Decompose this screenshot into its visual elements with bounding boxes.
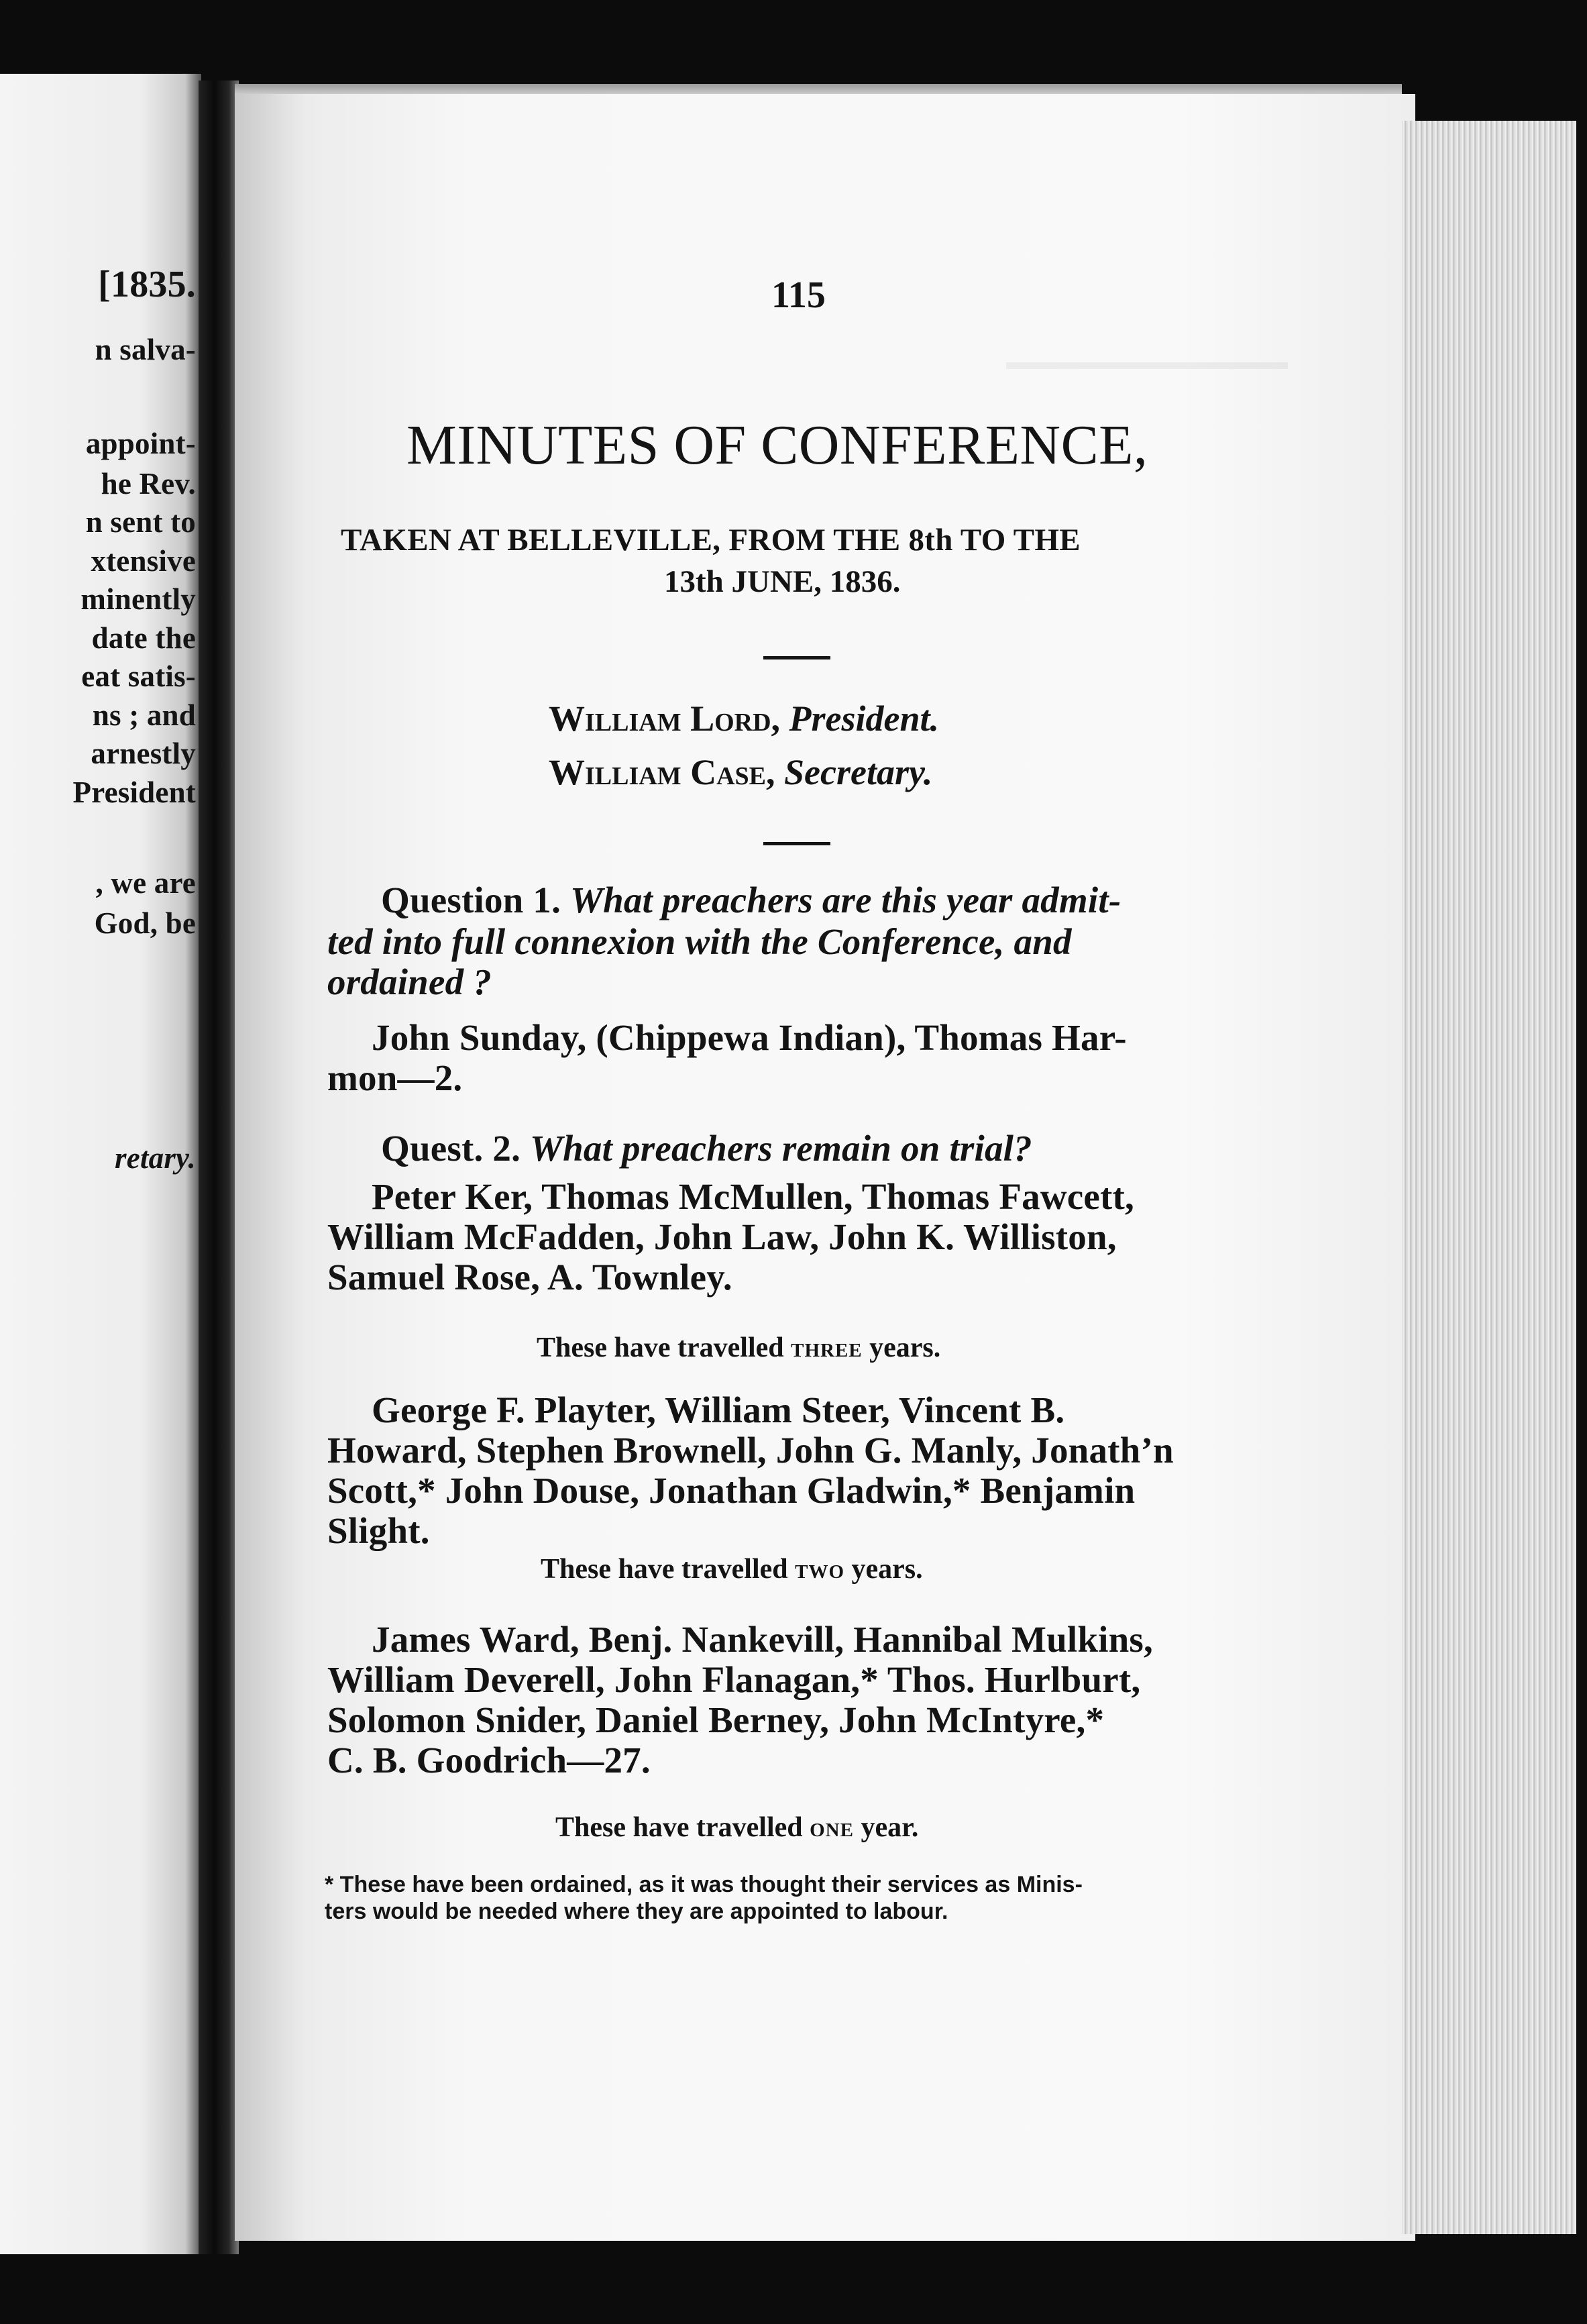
left-page-line: President [72, 776, 196, 809]
left-page-line: God, be [94, 906, 196, 940]
page-title: MINUTES OF CONFERENCE, [406, 414, 1148, 476]
page-number: 115 [771, 274, 826, 316]
left-page-line: ns ; and [92, 698, 196, 732]
subtitle-line-1: TAKEN AT BELLEVILLE, FROM THE 8th TO THE [341, 523, 1081, 558]
names-line: Slight. [327, 1510, 430, 1551]
left-page-line: arnestly [91, 737, 196, 770]
question-2-line [381, 1127, 1032, 1169]
left-page-line: , we are [95, 866, 196, 900]
divider-rule [763, 656, 830, 659]
names-line: Scott,* John Douse, Jonathan Gladwin,* Benjamin [327, 1470, 1136, 1511]
president-name: William Lord, [549, 698, 781, 739]
travel-note-count: three [791, 1332, 863, 1363]
left-page-line: retary. [115, 1141, 196, 1175]
question-1-text: ordained ? [327, 961, 492, 1002]
names-line: George F. Playter, William Steer, Vincent B. [372, 1389, 1065, 1430]
travel-note-one [555, 1811, 918, 1844]
travel-note-text: These have travelled [555, 1812, 803, 1843]
president-line [549, 698, 939, 739]
names-line: C. B. Goodrich—27. [327, 1740, 651, 1781]
footnote-line-1: * These have been ordained, as it was thought their services as Minis- [325, 1872, 1083, 1897]
divider-rule [763, 842, 830, 845]
names-line: James Ward, Benj. Nankevill, Hannibal Mulkins, [372, 1619, 1153, 1660]
names-line: Peter Ker, Thomas McMullen, Thomas Fawcett, [372, 1176, 1134, 1217]
travel-note-text: These have travelled [541, 1554, 788, 1585]
secretary-line [549, 751, 932, 793]
question-1-line-1 [381, 879, 1121, 921]
question-1-text: What preachers are this year admit- [570, 880, 1121, 920]
subtitle-line-2: 13th JUNE, 1836. [664, 564, 901, 599]
question-2-label: Quest. 2. [381, 1128, 521, 1169]
left-page-line: n salva- [95, 333, 196, 366]
previous-page-fragment [0, 74, 201, 2254]
question-1-text: ted into full connexion with the Conference, and [327, 921, 1072, 962]
names-line: William McFadden, John Law, John K. Williston, [327, 1216, 1117, 1257]
president-role: President. [789, 698, 940, 739]
question-2-text: What preachers remain on trial? [530, 1128, 1032, 1169]
names-line: William Deverell, John Flanagan,* Thos. Hurlburt, [327, 1659, 1141, 1700]
travel-note-text: These have travelled [537, 1332, 784, 1363]
names-line: Solomon Snider, Daniel Berney, John McIntyre,* [327, 1699, 1105, 1740]
names-line: Howard, Stephen Brownell, John G. Manly, Jonath’n [327, 1430, 1174, 1471]
answer-1-line-1: John Sunday, (Chippewa Indian), Thomas Har- [372, 1017, 1127, 1058]
answer-1-line-2: mon—2. [327, 1057, 463, 1098]
left-page-line: minently [80, 582, 196, 616]
names-line: Samuel Rose, A. Townley. [327, 1257, 732, 1298]
show-through-shadow [1006, 362, 1288, 369]
left-page-line: n sent to [85, 505, 196, 539]
question-1-label: Question 1. [381, 880, 561, 920]
left-page-line: appoint- [85, 427, 196, 460]
secretary-role: Secretary. [784, 752, 933, 792]
book-gutter [199, 81, 239, 2254]
left-page-line: xtensive [91, 544, 196, 578]
question-1-line-3 [327, 961, 492, 1003]
question-1-line-2 [327, 920, 1072, 963]
left-page-line: [1835. [98, 264, 196, 305]
left-page-line: date the [91, 621, 196, 655]
travel-note-text: years. [869, 1332, 941, 1363]
footnote-line-2: ters would be needed where they are appointed to labour. [325, 1899, 948, 1924]
travel-note-three [537, 1332, 940, 1364]
secretary-name: William Case, [549, 752, 775, 792]
left-page-line: eat satis- [81, 659, 196, 693]
travel-note-two [541, 1553, 923, 1585]
left-page-line: he Rev. [101, 467, 196, 500]
travel-note-count: two [795, 1554, 845, 1585]
travel-note-text: year. [861, 1812, 919, 1843]
page-stack-edges [1402, 121, 1576, 2234]
travel-note-count: one [810, 1812, 854, 1843]
travel-note-text: years. [851, 1554, 923, 1585]
